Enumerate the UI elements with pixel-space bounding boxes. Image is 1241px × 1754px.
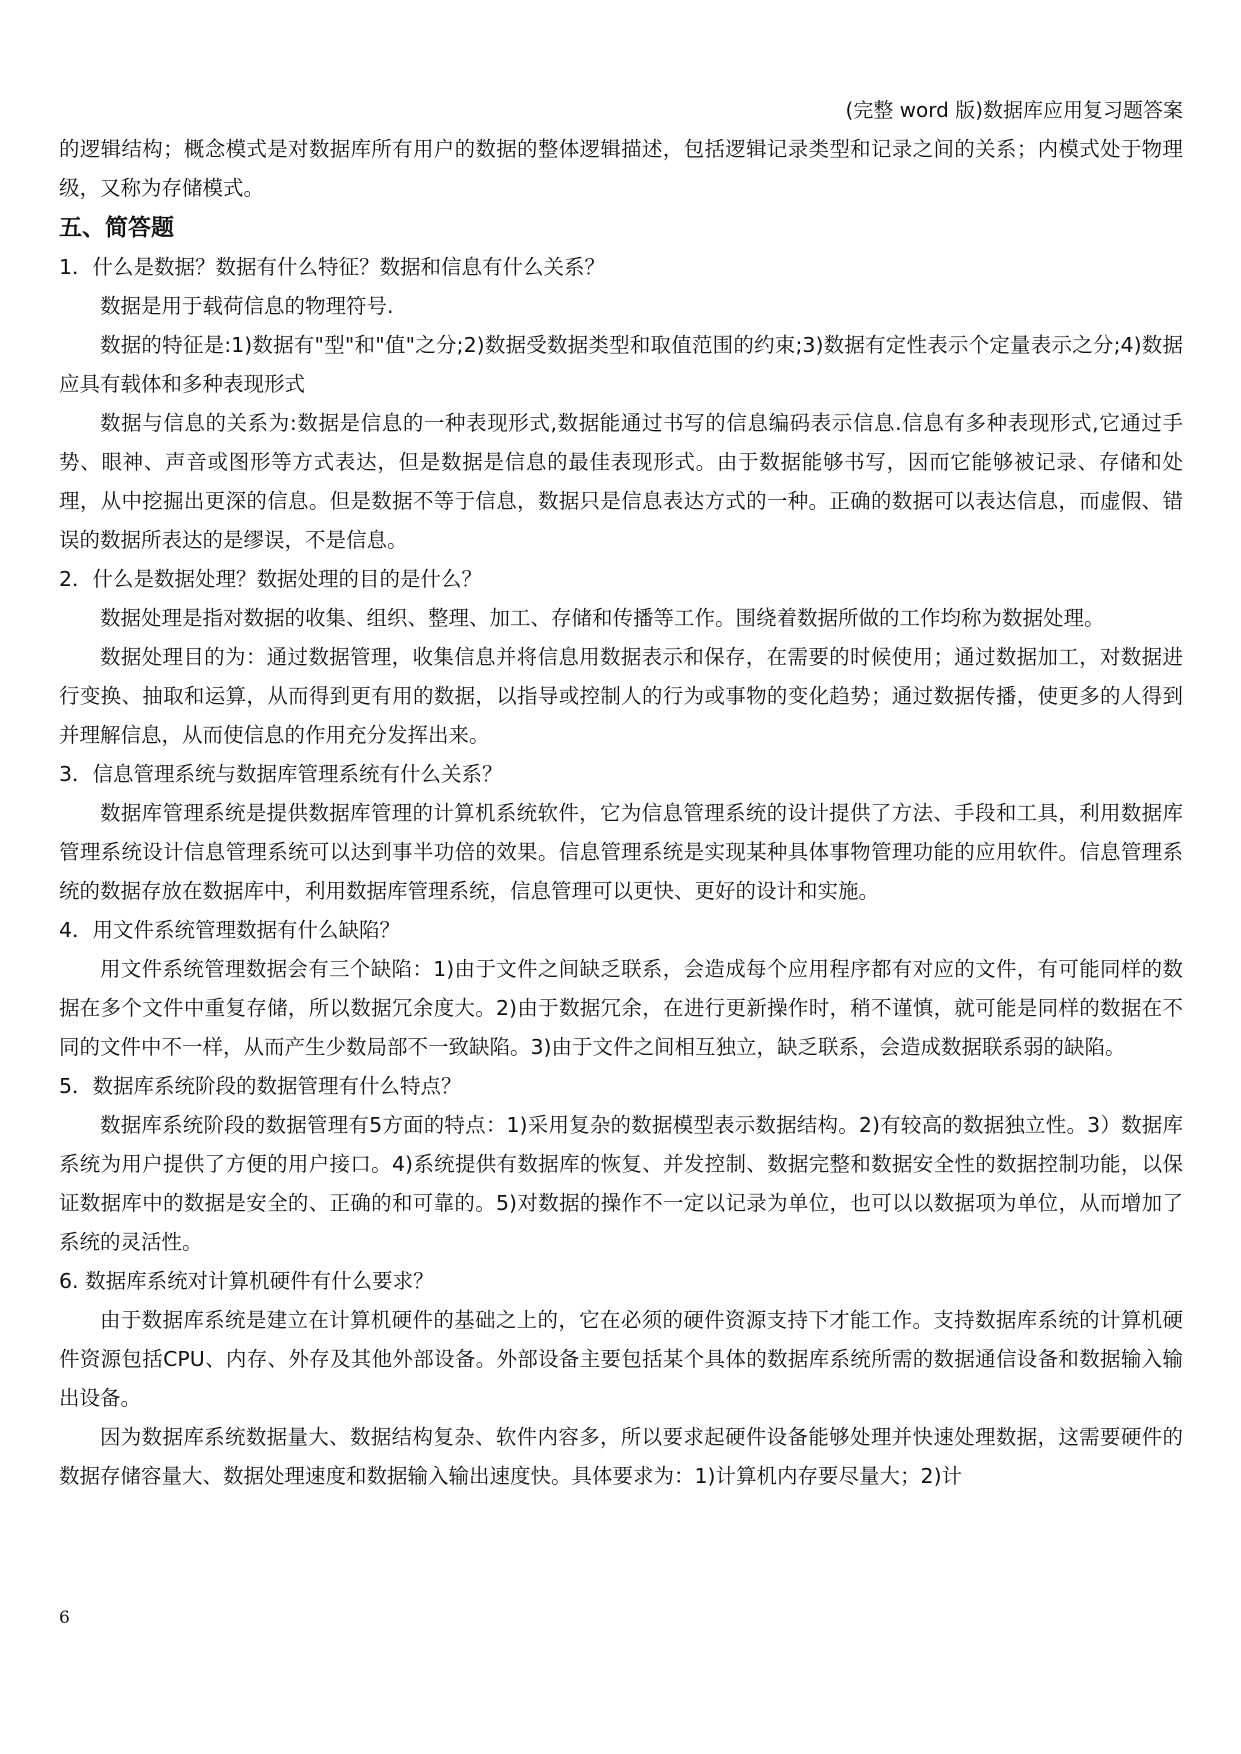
answer-paragraph: 数据是用于载荷信息的物理符号. [100, 294, 394, 318]
section-title: 五、简答题 [59, 215, 174, 241]
question-5: 5．数据库系统阶段的数据管理有什么特点？ [59, 1074, 462, 1098]
question-2: 2．什么是数据处理？数据处理的目的是什么？ [59, 567, 483, 591]
question-6: 6. 数据库系统对计算机硬件有什么要求？ [59, 1269, 434, 1293]
answer-paragraph: 数据库系统阶段的数据管理有5方面的特点：1)采用复杂的数据模型表示数据结构。2)有较高的数据独立性。3）数据库系统为用户提供了方便的用户接口。4)系统提供有数据库的恢复、并发控制、数据完整和数据安全性的数据控制功能，以保证数据库中的数据是安全的、正确的和可靠的。5)对数据的操作不一定以记录为单位，也可以以数据项为单位，从而增加了系统的灵活性。 [59, 1113, 1183, 1254]
document-body [59, 130, 1183, 1496]
answer-paragraph: 由于数据库系统是建立在计算机硬件的基础之上的，它在必须的硬件资源支持下才能工作。支持数据库系统的计算机硬件资源包括CPU、内存、外存及其他外部设备。外部设备主要包括某个具体的数据库系统所需的数据通信设备和数据输入输出设备。 [59, 1308, 1183, 1410]
answer-paragraph: 因为数据库系统数据量大、数据结构复杂、软件内容多，所以要求起硬件设备能够处理并快速处理数据，这需要硬件的数据存储容量大、数据处理速度和数据输入输出速度快。具体要求为：1)计算机内存要尽量大；2)计 [59, 1425, 1183, 1488]
answer-paragraph: 数据处理目的为：通过数据管理，收集信息并将信息用数据表示和保存，在需要的时候使用；通过数据加工，对数据进行变换、抽取和运算，从而得到更有用的数据，以指导或控制人的行为或事物的变化趋势；通过数据传播，使更多的人得到并理解信息，从而使信息的作用充分发挥出来。 [59, 645, 1183, 747]
answer-paragraph: 数据与信息的关系为:数据是信息的一种表现形式,数据能通过书写的信息编码表示信息.信息有多种表现形式,它通过手势、眼神、声音或图形等方式表达，但是数据是信息的最佳表现形式。由于数据能够书写，因而它能够被记录、存储和处理，从中挖掘出更深的信息。但是数据不等于信息，数据只是信息表达方式的一种。正确的数据可以表达信息，而虚假、错误的数据所表达的是缪误，不是信息。 [59, 411, 1183, 552]
running-header: (完整 word 版)数据库应用复习题答案 [845, 98, 1183, 122]
question-4: 4．用文件系统管理数据有什么缺陷？ [59, 918, 401, 942]
continuation-paragraph: 的逻辑结构；概念模式是对数据库所有用户的数据的整体逻辑描述，包括逻辑记录类型和记录之间的关系；内模式处于物理级，又称为存储模式。 [59, 137, 1183, 200]
page-number: 6 [59, 1608, 70, 1628]
answer-paragraph: 用文件系统管理数据会有三个缺陷：1)由于文件之间缺乏联系，会造成每个应用程序都有对应的文件，有可能同样的数据在多个文件中重复存储，所以数据冗余度大。2)由于数据冗余，在进行更新操作时，稍不谨慎，就可能是同样的数据在不同的文件中不一样，从而产生少数局部不一致缺陷。3)由于文件之间相互独立，缺乏联系，会造成数据联系弱的缺陷。 [59, 957, 1183, 1059]
question-3: 3．信息管理系统与数据库管理系统有什么关系？ [59, 762, 503, 786]
answer-paragraph: 数据处理是指对数据的收集、组织、整理、加工、存储和传播等工作。围绕着数据所做的工作均称为数据处理。 [100, 606, 1105, 630]
answer-paragraph: 数据的特征是:1)数据有"型"和"值"之分;2)数据受数据类型和取值范围的约束;3)数据有定性表示个定量表示之分;4)数据应具有载体和多种表现形式 [59, 333, 1183, 396]
answer-paragraph: 数据库管理系统是提供数据库管理的计算机系统软件，它为信息管理系统的设计提供了方法、手段和工具，利用数据库管理系统设计信息管理系统可以达到事半功倍的效果。信息管理系统是实现某种具体事物管理功能的应用软件。信息管理系统的数据存放在数据库中，利用数据库管理系统，信息管理可以更快、更好的设计和实施。 [59, 801, 1183, 903]
question-1: 1．什么是数据？数据有什么特征？数据和信息有什么关系？ [59, 255, 606, 279]
